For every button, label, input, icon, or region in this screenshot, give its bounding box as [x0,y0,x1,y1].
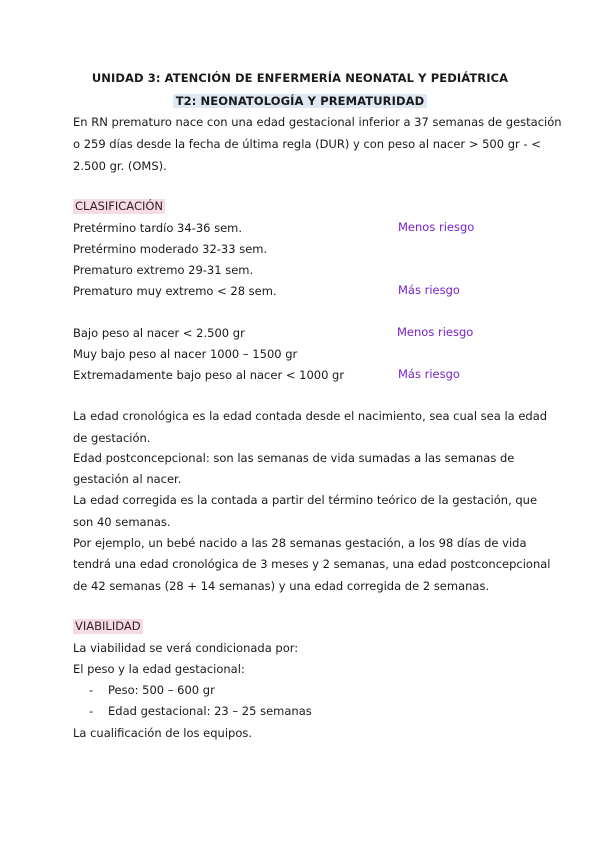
risk-label: Menos riesgo [397,325,474,339]
classification-item: Pretérmino moderado 32-33 sem. [73,242,268,256]
risk-label: Más riesgo [398,367,460,381]
weight-item: Bajo peso al nacer < 2.500 gr [73,326,245,340]
body-line: La cualificación de los equipos. [73,726,253,740]
bullet-item: Edad gestacional: 23 – 25 semanas [108,704,312,718]
classification-item: Prematuro muy extremo < 28 sem. [73,284,277,298]
body-line: gestación al nacer. [73,472,182,486]
classification-item: Pretérmino tardío 34-36 sem. [73,221,243,235]
unit-title: UNIDAD 3: ATENCIÓN DE ENFERMERÍA NEONATAL Y PEDIÁTRICA [91,71,509,85]
classification-item: Prematuro extremo 29-31 sem. [73,263,254,277]
body-line: El peso y la edad gestacional: [73,662,245,676]
body-line: La viabilidad se verá condicionada por: [73,641,299,655]
bullet-marker: - [89,704,94,718]
body-line: La edad corregida es la contada a partir del término teórico de la gestación, que [73,493,538,507]
weight-item: Muy bajo peso al nacer 1000 – 1500 gr [73,347,298,361]
topic-title [0,94,600,108]
weight-item: Extremadamente bajo peso al nacer < 1000 gr [73,368,345,382]
body-line: de 42 semanas (28 + 14 semanas) y una edad corregida de 2 semanas. [73,579,490,593]
topic-title-text: T2: NEONATOLOGÍA Y PREMATURIDAD [173,94,428,108]
bullet-marker: - [89,683,94,697]
body-line: Edad postconcepcional: son las semanas de vida sumadas a las semanas de [73,451,515,465]
intro-line: En RN prematuro nace con una edad gestacional inferior a 37 semanas de gestación [73,115,562,129]
bullet-item: Peso: 500 – 600 gr [108,683,215,697]
body-line: Por ejemplo, un bebé nacido a las 28 semanas gestación, a los 98 días de vida [73,536,527,550]
section-heading-viabilidad: VIABILIDAD [75,619,141,633]
risk-label: Más riesgo [398,283,460,297]
intro-line: o 259 días desde la fecha de última regla (DUR) y con peso al nacer > 500 gr - < [73,137,541,151]
body-line: de gestación. [73,431,151,445]
section-heading-clasificacion: CLASIFICACIÓN [75,199,164,213]
body-line: La edad cronológica es la edad contada desde el nacimiento, sea cual sea la edad [73,409,548,423]
body-line: son 40 semanas. [73,515,171,529]
body-line: tendrá una edad cronológica de 3 meses y 2 semanas, una edad postconcepcional [73,557,551,571]
intro-line: 2.500 gr. (OMS). [73,159,167,173]
risk-label: Menos riesgo [398,220,475,234]
